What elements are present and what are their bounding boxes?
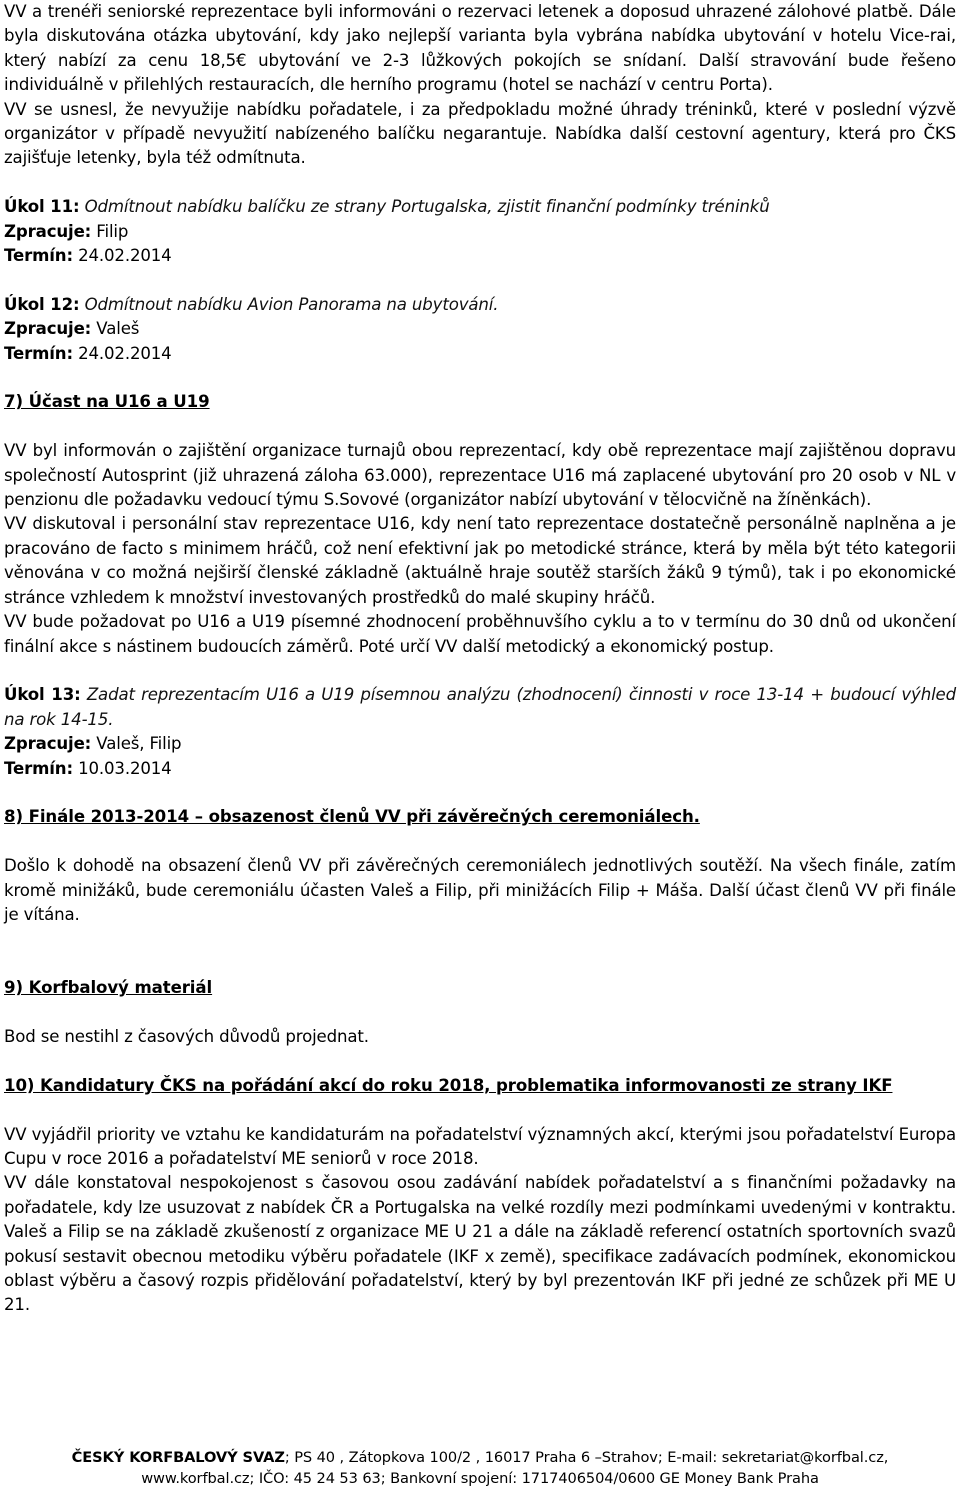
document-page xyxy=(4,0,956,1318)
task-12-deadline-label: Termín: xyxy=(4,343,73,363)
task-13-label: Úkol 13: xyxy=(4,685,81,705)
task-12-text: Odmítnout nabídku Avion Panorama na ubytování. xyxy=(84,294,499,314)
task-12-label: Úkol 12: xyxy=(4,294,80,314)
section-7-paragraph-1: VV byl informován o zajištění organizace turnajů obou reprezentací, kdy obě reprezentace mají zajištěnou dopravu společností Autosprint (již uhrazená záloha 63.000), reprezentace U16 má zaplacené ubytování pro 20 osob v NL v penzionu dle požadavku vedoucí týmu S.Sovové (organizátor nabízí ubytování v tělocvičně na žíněnkách). xyxy=(4,441,956,510)
section-9-paragraph-1: Bod se nestihl z časových důvodů projednat. xyxy=(4,1026,369,1046)
task-11-assignee-label: Zpracuje: xyxy=(4,221,92,241)
section-10-paragraph-2: VV dále konstatoval nespokojenost s časovou osou zadávání nabídek pořadatelství a s finančními požadavky na pořadatele, kdy lze usuzovat z nabídek ČR a Portugalska na velké rozdíly mezi podmínkami uvedenými v kontraktu. Valeš a Filip se na základě zkušeností z organizace ME U 21 a dále na základě referencí ostatních sportovních svazů pokusí sestavit obecnou metodiku výběru pořadatele (IKF x země), specifikace zadávacích podmínek, ekonomickou oblast výběru a časový rozpis přidělování pořadatelství, který by byl prezentován IKF při jedné ze schůzek při ME U 21. xyxy=(4,1173,956,1315)
footer-line-2: www.korfbal.cz; IČO: 45 24 53 63; Bankovní spojení: 1717406504/0600 GE Money Bank Praha xyxy=(141,1470,819,1487)
section-8-paragraph-1: Došlo k dohodě na obsazení členů VV při závěrečných ceremoniálech jednotlivých soutěží. Na všech finále, zatím kromě minižáků, bude ceremoniálu účasten Valeš a Filip, při minižácích Filip + Máša. Další účast členů VV při finále je vítána. xyxy=(4,856,956,924)
section-7-paragraph-2: VV diskutoval i personální stav reprezentace U16, kdy není tato reprezentace dostatečně personálně naplněna a je pracováno de facto s minimem hráčů, což není efektivní jak po metodické stránce, která by měla být této kategorii věnována v co možná nejširší členské základně (aktuálně hraje soutěž starších žáků 9 týmů), tak i po ekonomické stránce vzhledem k množství investovaných prostředků do malé skupiny hráčů. xyxy=(4,514,956,607)
task-13-text: Zadat reprezentacím U16 a U19 písemnou analýzu (zhodnocení) činnosti v roce 13-14 + budoucí výhled na rok 14-15. xyxy=(4,685,956,729)
footer-address: ; PS 40 , Zátopkova 100/2 , 16017 Praha 6 –Strahov; E-mail: sekretariat@korfbal.cz, xyxy=(284,1449,889,1466)
section-7-paragraph-3: VV bude požadovat po U16 a U19 písemné zhodnocení proběhnuvšího cyklu a to v termínu do 30 dnů od ukončení finální akce s nástinem budoucích záměrů. Poté určí VV další metodický a ekonomický postup. xyxy=(4,612,956,656)
section-10-paragraph-1: VV vyjádřil priority ve vztahu ke kandidaturám na pořadatelství významných akcí, kterými jsou pořadatelství Europa Cupu v roce 2016 a pořadatelství ME seniorů v roce 2018. xyxy=(4,1124,956,1168)
task-13 xyxy=(4,683,956,781)
page-footer xyxy=(0,1447,960,1489)
task-13-deadline: 10.03.2014 xyxy=(78,758,172,778)
task-11-assignee: Filip xyxy=(96,221,129,241)
task-13-assignee-label: Zpracuje: xyxy=(4,734,92,754)
footer-line-1 xyxy=(0,1447,960,1468)
section-8-heading: 8) Finále 2013-2014 – obsazenost členů VV při závěrečných ceremoniálech. xyxy=(4,807,700,827)
task-12 xyxy=(4,293,956,366)
task-12-assignee-label: Zpracuje: xyxy=(4,319,92,339)
task-11-deadline: 24.02.2014 xyxy=(78,246,172,266)
task-11-label: Úkol 11: xyxy=(4,197,80,217)
task-13-assignee: Valeš, Filip xyxy=(96,734,182,754)
section-7-heading: 7) Účast na U16 a U19 xyxy=(4,392,210,412)
footer-org-name: ČESKÝ KORFBALOVÝ SVAZ xyxy=(71,1449,285,1466)
intro-paragraph-accommodation: VV a trenéři seniorské reprezentace byli informováni o rezervaci letenek a doposud uhrazené zálohové platbě. Dále byla diskutována otázka ubytování, kdy jako nejlepší varianta byla vybrána nabídka ubytování v hotelu Vice-rai, který nabízí za cenu 18,5€ ubytování ve 2-3 lůžkových pokojích se snídaní. Další stravování bude řešeno individuálně v přilehlých restauracích, dle herního programu (hotel se nachází v centru Porta). xyxy=(4,2,956,95)
intro-paragraph-decision: VV se usnesl, že nevyužije nabídku pořadatele, i za předpokladu možné úhrady tréninků, které v poslední výzvě organizátor v případě nevyužití nabízeného balíčku negarantuje. Nabídka další cestovní agentury, která pro ČKS zajišťuje letenky, byla též odmítnuta. xyxy=(4,99,956,168)
task-11-deadline-label: Termín: xyxy=(4,246,73,266)
task-11-text: Odmítnout nabídku balíčku ze strany Portugalska, zjistit finanční podmínky tréninků xyxy=(84,197,770,217)
task-12-deadline: 24.02.2014 xyxy=(78,343,172,363)
section-9-heading: 9) Korfbalový materiál xyxy=(4,978,213,998)
task-13-deadline-label: Termín: xyxy=(4,758,73,778)
section-10-heading: 10) Kandidatury ČKS na pořádání akcí do roku 2018, problematika informovanosti ze strany IKF xyxy=(4,1075,893,1095)
task-11 xyxy=(4,195,956,268)
task-12-assignee: Valeš xyxy=(96,319,140,339)
